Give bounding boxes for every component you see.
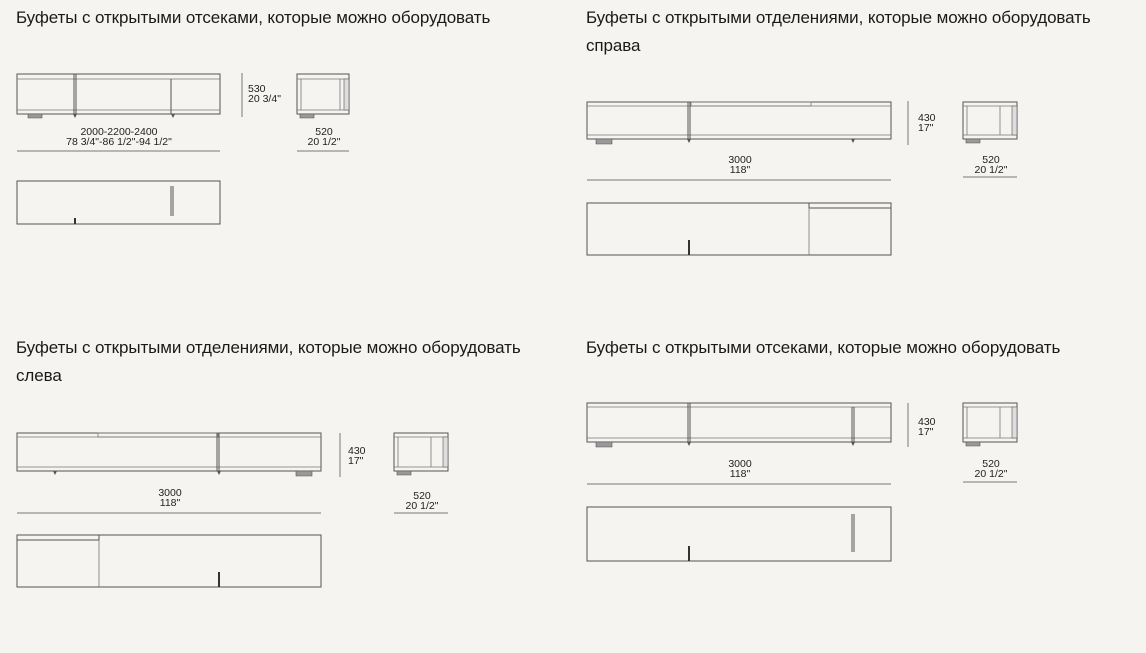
height-in: 20 3/4" [248, 93, 281, 105]
height-in: 17" [918, 426, 934, 438]
height-label [348, 446, 366, 466]
depth-label [393, 491, 451, 511]
sideboard-top-view [586, 202, 894, 258]
depth-mm: 520 [982, 154, 1000, 166]
depth-in: 20 1/2" [405, 500, 439, 512]
height-mm: 430 [348, 445, 366, 457]
section-title: Буфеты с открытыми отсеками, которые можно оборудовать [16, 8, 491, 27]
sideboard-side-view [296, 72, 352, 122]
section-title: Буфеты с открытыми отделениями, которые можно оборудовать справа [586, 8, 1091, 55]
depth-mm: 520 [982, 458, 1000, 470]
depth-dimension-line [962, 176, 1020, 178]
width-in: 78 3/4"-86 1/2"-94 1/2" [66, 136, 172, 148]
width-label [16, 127, 222, 147]
height-label [918, 113, 936, 133]
width-in: 118" [729, 164, 751, 176]
sideboard-front-view [586, 100, 894, 150]
height-dimension-line [906, 100, 910, 146]
sideboard-top-view [16, 534, 324, 590]
height-dimension-line [338, 432, 342, 478]
height-dimension-line [240, 72, 244, 118]
section-title: Буфеты с открытыми отсеками, которые можно оборудовать [586, 338, 1061, 357]
height-mm: 430 [918, 416, 936, 428]
depth-mm: 520 [413, 490, 431, 502]
depth-dimension-line [296, 150, 352, 152]
sideboard-front-view [586, 402, 894, 452]
depth-dimension-line [393, 512, 451, 514]
sideboard-side-view [962, 402, 1020, 452]
sideboard-top-view [16, 180, 222, 228]
width-dimension-line [586, 483, 894, 485]
height-mm: 530 [248, 83, 266, 95]
width-label [16, 488, 324, 508]
sideboard-front-view [16, 72, 222, 122]
sideboard-side-view [393, 432, 451, 482]
width-mm: 2000-2200-2400 [80, 126, 158, 138]
width-dimension-line [16, 150, 222, 152]
section-title: Буфеты с открытыми отделениями, которые можно оборудовать слева [16, 338, 521, 385]
sideboard-front-view [16, 432, 324, 482]
height-dimension-line [906, 402, 910, 448]
width-label [586, 155, 894, 175]
width-mm: 3000 [158, 487, 182, 499]
width-label [586, 459, 894, 479]
depth-label [962, 459, 1020, 479]
height-label [918, 417, 936, 437]
width-in: 118" [729, 468, 751, 480]
height-in: 17" [348, 455, 364, 467]
width-mm: 3000 [728, 154, 752, 166]
width-dimension-line [586, 179, 894, 181]
depth-in: 20 1/2" [974, 164, 1008, 176]
depth-mm: 520 [315, 126, 333, 138]
width-dimension-line [16, 512, 324, 514]
height-label [248, 84, 281, 104]
depth-in: 20 1/2" [974, 468, 1008, 480]
depth-label [962, 155, 1020, 175]
depth-dimension-line [962, 481, 1020, 483]
height-in: 17" [918, 122, 934, 134]
width-mm: 3000 [728, 458, 752, 470]
sideboard-top-view [586, 506, 894, 564]
depth-label [296, 127, 352, 147]
width-in: 118" [159, 497, 181, 509]
sideboard-side-view [962, 100, 1020, 150]
height-mm: 430 [918, 112, 936, 124]
depth-in: 20 1/2" [307, 136, 341, 148]
